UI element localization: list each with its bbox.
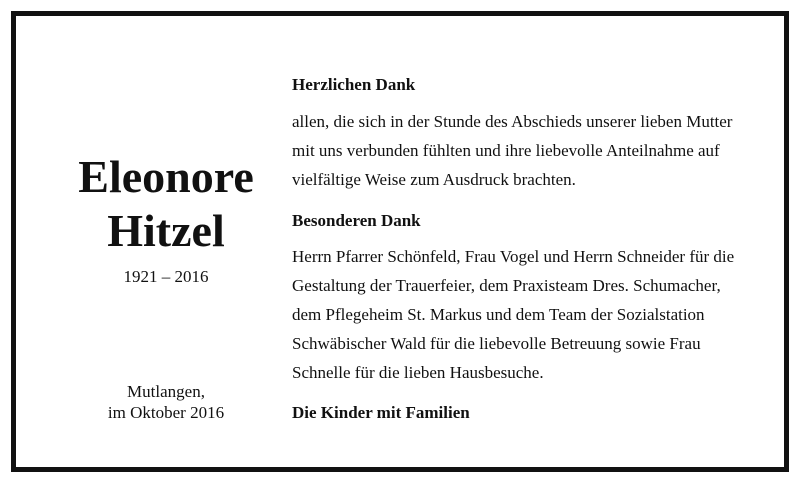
first-name: Eleonore: [78, 151, 254, 202]
text-line: Schwäbischer Wald für die liebevolle Betreuung sowie Frau: [292, 334, 701, 353]
text-line: mit uns verbunden fühlten und ihre liebevolle Anteilnahme auf: [292, 141, 720, 160]
text-line: Gestaltung der Trauerfeier, dem Praxisteam Dres. Schumacher,: [292, 276, 721, 295]
text-line: allen, die sich in der Stunde des Abschieds unserer lieben Mutter: [292, 112, 733, 131]
last-name: Hitzel: [107, 205, 225, 256]
life-years: 1921 – 2016: [123, 267, 209, 286]
text-line: dem Pflegeheim St. Markus und dem Team der Sozialstation: [292, 305, 705, 324]
text-line: Herrn Pfarrer Schönfeld, Frau Vogel und Herrn Schneider für die: [292, 247, 735, 266]
signature: Die Kinder mit Familien: [292, 403, 470, 422]
place-date: [46, 381, 286, 423]
notice-frame: [11, 11, 789, 472]
paragraph-herzlichen-dank: [292, 107, 782, 194]
text-line: vielfältige Weise zum Ausdruck brachten.: [292, 170, 576, 189]
deceased-name: [46, 150, 286, 258]
date-line: im Oktober 2016: [107, 403, 225, 422]
paragraph-besonderen-dank: [292, 242, 782, 387]
text-line: Schnelle für die lieben Hausbesuche.: [292, 363, 544, 382]
heading-herzlichen-dank: Herzlichen Dank: [292, 75, 416, 94]
place-line: Mutlangen,: [127, 382, 205, 401]
heading-besonderen-dank: Besonderen Dank: [292, 211, 421, 230]
